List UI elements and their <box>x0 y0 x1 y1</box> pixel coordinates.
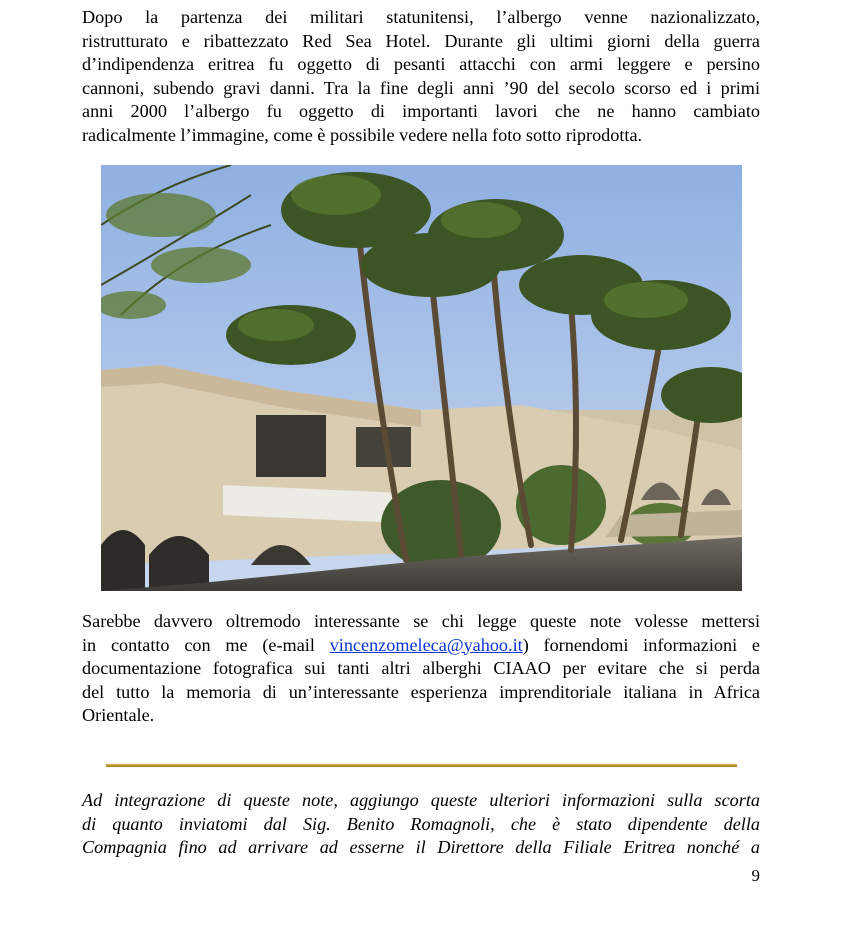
text-line: ristrutturato e ribattezzato Red Sea Hotel. Durante gli ultimi giorni della guerra <box>82 30 760 51</box>
text-line: Ad integrazione di queste note, aggiungo queste ulteriori informazioni sulla scorta <box>82 790 760 810</box>
text-line: documentazione fotografica sui tanti altri alberghi CIAAO per evitare che si perda <box>82 658 760 679</box>
paragraph-contact-request <box>82 610 760 728</box>
gold-divider <box>106 764 737 767</box>
text-line <box>82 634 760 658</box>
text-segment: ) fornendomi informazioni e <box>522 634 760 655</box>
text-line: anni 2000 l’albergo fu oggetto di importanti lavori che ne hanno cambiato <box>82 101 760 122</box>
text-line: d’indipendenza eritrea fu oggetto di pesanti attacchi con armi leggere e persino <box>82 54 760 75</box>
text-line: Sarebbe davvero oltremodo interessante se chi legge queste note volesse mettersi <box>82 611 760 631</box>
text-line: Orientale. <box>82 705 155 726</box>
paragraph-hotel-history <box>82 6 760 148</box>
text-line: di quanto inviatomi dal Sig. Benito Romagnoli, che è stato dipendente della <box>82 813 760 834</box>
page-number: 9 <box>751 866 760 885</box>
paragraph-additional-info <box>82 789 760 860</box>
text-line: Compagnia fino ad arrivare ad esserne il Direttore della Filiale Eritrea nonché a <box>82 837 760 858</box>
hotel-photo <box>101 165 742 591</box>
text-line: radicalmente l’immagine, come è possibile vedere nella foto sotto riprodotta. <box>82 124 643 145</box>
text-line: del tutto la memoria di un’interessante esperienza imprenditoriale italiana in Africa <box>82 681 760 702</box>
text-segment: in contatto con me (e-mail <box>82 634 330 655</box>
text-line: Dopo la partenza dei militari statunitensi, l’albergo venne nazionalizzato, <box>82 7 760 27</box>
text-line: cannoni, subendo gravi danni. Tra la fine degli anni ’90 del secolo scorso ed i primi <box>82 77 760 98</box>
email-link[interactable]: vincenzomeleca@yahoo.it <box>329 634 523 655</box>
